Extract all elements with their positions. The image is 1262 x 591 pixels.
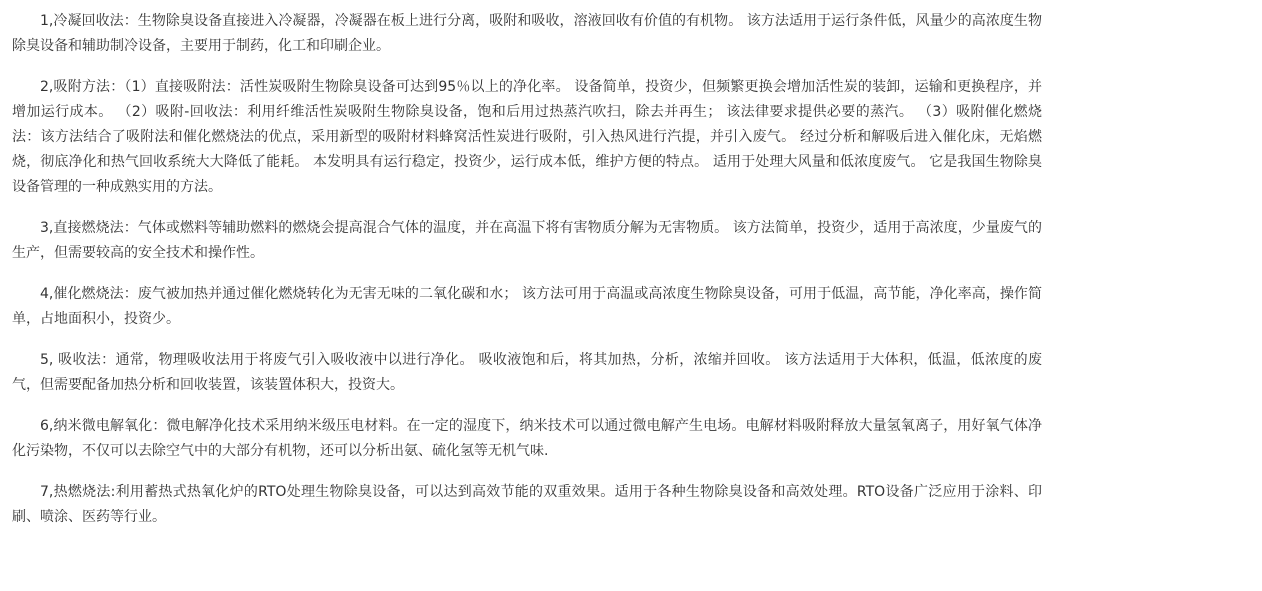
- paragraph-thermal-combustion: 7,热燃烧法:利用蓄热式热氧化炉的RTO处理生物除臭设备，可以达到高效节能的双重效果。适用于各种生物除臭设备和高效处理。RTO设备广泛应用于涂料、印刷、喷涂、医药等行业。: [12, 484, 1042, 525]
- article-body: [0, 9, 1042, 530]
- paragraph-adsorption-methods: 2,吸附方法：（1）直接吸附法：活性炭吸附生物除臭设备可达到95％以上的净化率。 设备简单，投资少，但频繁更换会增加活性炭的装卸，运输和更换程序，并增加运行成本。 （2）吸附-回收法：利用纤维活性炭吸附生物除臭设备，饱和后用过热蒸汽吹扫，除去并再生； 该法律要求提供必要的蒸汽。 （3）吸附催化燃烧法：该方法结合了吸附法和催化燃烧法的优点，采用新型的吸附材料蜂窝活性炭进行吸附，引入热风进行汽提，并引入废气。 经过分析和解吸后进入催化床，无焰燃烧，彻底净化和热气回收系统大大降低了能耗。 本发明具有运行稳定，投资少，运行成本低，维护方便的特点。 适用于处理大风量和低浓度废气。 它是我国生物除臭设备管理的一种成熟实用的方法。: [12, 79, 1042, 195]
- paragraph-nano-micro-electrolysis: 6,纳米微电解氧化：微电解净化技术采用纳米级压电材料。在一定的湿度下，纳米技术可以通过微电解产生电场。电解材料吸附释放大量氢氧离子，用好氧气体净化污染物，不仅可以去除空气中的大部分有机物，还可以分析出氨、硫化氢等无机气味.: [12, 418, 1042, 459]
- paragraph-catalytic-combustion: 4,催化燃烧法：废气被加热并通过催化燃烧转化为无害无味的二氧化碳和水； 该方法可用于高温或高浓度生物除臭设备，可用于低温，高节能，净化率高，操作简单，占地面积小，投资少。: [12, 286, 1042, 327]
- paragraph-direct-combustion: 3,直接燃烧法：气体或燃料等辅助燃料的燃烧会提高混合气体的温度，并在高温下将有害物质分解为无害物质。 该方法简单，投资少，适用于高浓度，少量废气的生产，但需要较高的安全技术和操作性。: [12, 220, 1042, 261]
- paragraph-condensation-recovery: 1,冷凝回收法：生物除臭设备直接进入冷凝器，冷凝器在板上进行分离，吸附和吸收，溶液回收有价值的有机物。 该方法适用于运行条件低，风量少的高浓度生物除臭设备和辅助制冷设备，主要用于制药，化工和印刷企业。: [12, 13, 1042, 54]
- paragraph-absorption: 5, 吸收法：通常，物理吸收法用于将废气引入吸收液中以进行净化。 吸收液饱和后，将其加热，分析，浓缩并回收。 该方法适用于大体积，低温，低浓度的废气，但需要配备加热分析和回收装置，该装置体积大，投资大。: [12, 352, 1042, 393]
